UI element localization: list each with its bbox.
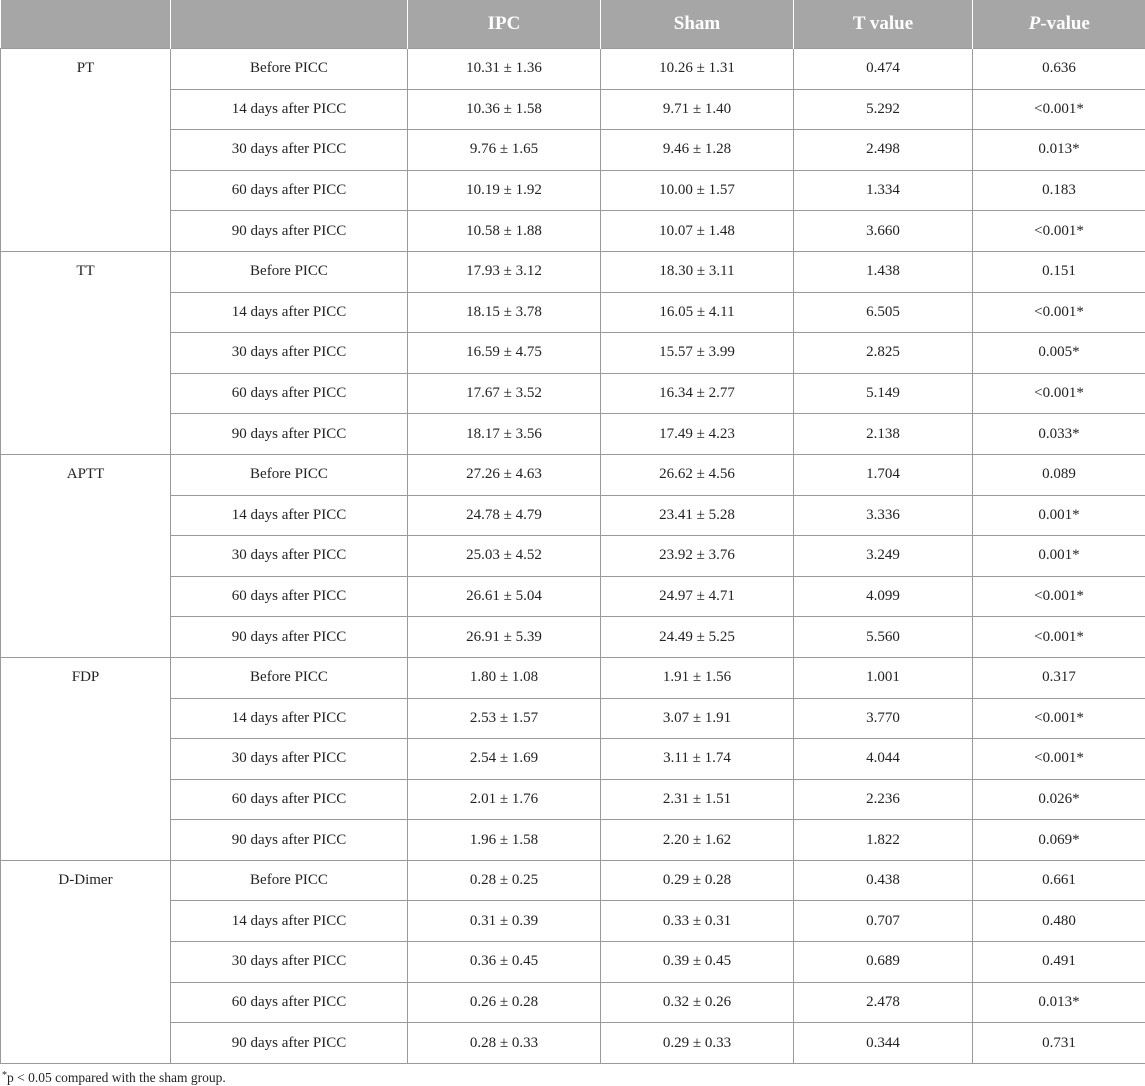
p-value-cell: 0.089 [973,454,1145,495]
p-value-cell: <0.001* [973,292,1145,333]
ipc-cell: 1.80 ± 1.08 [408,657,601,698]
sham-cell: 3.11 ± 1.74 [601,739,794,780]
p-value-cell: <0.001* [973,576,1145,617]
timepoint-cell: 14 days after PICC [171,698,408,739]
footnote-marker: * [2,1070,7,1081]
timepoint-cell: 90 days after PICC [171,617,408,658]
p-value-cell: 0.001* [973,495,1145,536]
sham-cell: 1.91 ± 1.56 [601,657,794,698]
table-row [1,292,1145,333]
sham-cell: 23.41 ± 5.28 [601,495,794,536]
p-value-cell: 0.013* [973,130,1145,171]
table-row [1,779,1145,820]
parameter-cell: FDP [1,657,171,860]
header-row [1,0,1145,49]
table-row [1,657,1145,698]
t-value-cell: 3.336 [794,495,973,536]
table-row [1,333,1145,374]
p-value-cell: <0.001* [973,211,1145,252]
ipc-cell: 10.19 ± 1.92 [408,170,601,211]
p-value-cell: <0.001* [973,739,1145,780]
ipc-cell: 0.28 ± 0.33 [408,1023,601,1064]
table-row [1,942,1145,983]
p-value-cell: <0.001* [973,89,1145,130]
header-p-italic: P [1029,13,1041,34]
p-value-cell: <0.001* [973,698,1145,739]
timepoint-cell: 30 days after PICC [171,333,408,374]
timepoint-cell: 30 days after PICC [171,130,408,171]
t-value-cell: 5.149 [794,373,973,414]
t-value-cell: 0.689 [794,942,973,983]
p-value-cell: 0.026* [973,779,1145,820]
sham-cell: 2.20 ± 1.62 [601,820,794,861]
ipc-cell: 0.28 ± 0.25 [408,860,601,901]
sham-cell: 0.39 ± 0.45 [601,942,794,983]
table-footnote [0,1064,1145,1086]
timepoint-cell: 60 days after PICC [171,170,408,211]
sham-cell: 18.30 ± 3.11 [601,251,794,292]
sham-cell: 10.00 ± 1.57 [601,170,794,211]
parameter-cell: TT [1,251,171,454]
timepoint-cell: Before PICC [171,860,408,901]
ipc-cell: 18.15 ± 3.78 [408,292,601,333]
sham-cell: 10.07 ± 1.48 [601,211,794,252]
t-value-cell: 1.822 [794,820,973,861]
timepoint-cell: 90 days after PICC [171,1023,408,1064]
timepoint-cell: 30 days after PICC [171,739,408,780]
p-value-cell: 0.661 [973,860,1145,901]
p-value-cell: 0.480 [973,901,1145,942]
sham-cell: 16.05 ± 4.11 [601,292,794,333]
ipc-cell: 24.78 ± 4.79 [408,495,601,536]
table-row [1,536,1145,577]
table-row [1,49,1145,90]
table-row [1,454,1145,495]
parameter-cell: PT [1,49,171,252]
sham-cell: 24.97 ± 4.71 [601,576,794,617]
sham-cell: 0.29 ± 0.33 [601,1023,794,1064]
timepoint-cell: Before PICC [171,251,408,292]
sham-cell: 10.26 ± 1.31 [601,49,794,90]
p-value-cell: <0.001* [973,373,1145,414]
t-value-cell: 4.044 [794,739,973,780]
timepoint-cell: 60 days after PICC [171,779,408,820]
ipc-cell: 10.58 ± 1.88 [408,211,601,252]
header-t-value: T value [794,0,973,49]
p-value-cell: 0.001* [973,536,1145,577]
sham-cell: 0.29 ± 0.28 [601,860,794,901]
p-value-cell: 0.636 [973,49,1145,90]
table-row [1,698,1145,739]
sham-cell: 9.71 ± 1.40 [601,89,794,130]
p-value-cell: 0.069* [973,820,1145,861]
ipc-cell: 2.53 ± 1.57 [408,698,601,739]
footnote-text: p < 0.05 compared with the sham group. [7,1070,226,1085]
sham-cell: 2.31 ± 1.51 [601,779,794,820]
table-row [1,414,1145,455]
table-row [1,89,1145,130]
ipc-cell: 25.03 ± 4.52 [408,536,601,577]
parameter-cell: D-Dimer [1,860,171,1063]
table-row [1,820,1145,861]
table-row [1,739,1145,780]
table-row [1,170,1145,211]
timepoint-cell: Before PICC [171,657,408,698]
timepoint-cell: Before PICC [171,454,408,495]
table-row [1,617,1145,658]
timepoint-cell: 14 days after PICC [171,292,408,333]
t-value-cell: 2.138 [794,414,973,455]
t-value-cell: 6.505 [794,292,973,333]
ipc-cell: 0.36 ± 0.45 [408,942,601,983]
p-value-cell: 0.731 [973,1023,1145,1064]
t-value-cell: 5.292 [794,89,973,130]
t-value-cell: 5.560 [794,617,973,658]
ipc-cell: 16.59 ± 4.75 [408,333,601,374]
ipc-cell: 1.96 ± 1.58 [408,820,601,861]
ipc-cell: 10.31 ± 1.36 [408,49,601,90]
p-value-cell: <0.001* [973,617,1145,658]
ipc-cell: 18.17 ± 3.56 [408,414,601,455]
p-value-cell: 0.183 [973,170,1145,211]
timepoint-cell: 14 days after PICC [171,89,408,130]
t-value-cell: 2.236 [794,779,973,820]
parameter-cell: APTT [1,454,171,657]
header-ipc: IPC [408,0,601,49]
timepoint-cell: 60 days after PICC [171,576,408,617]
timepoint-cell: Before PICC [171,49,408,90]
t-value-cell: 0.707 [794,901,973,942]
t-value-cell: 3.770 [794,698,973,739]
t-value-cell: 0.344 [794,1023,973,1064]
sham-cell: 9.46 ± 1.28 [601,130,794,171]
p-value-cell: 0.491 [973,942,1145,983]
p-value-cell: 0.151 [973,251,1145,292]
ipc-cell: 9.76 ± 1.65 [408,130,601,171]
ipc-cell: 0.31 ± 0.39 [408,901,601,942]
sham-cell: 16.34 ± 2.77 [601,373,794,414]
ipc-cell: 27.26 ± 4.63 [408,454,601,495]
ipc-cell: 10.36 ± 1.58 [408,89,601,130]
ipc-cell: 2.54 ± 1.69 [408,739,601,780]
t-value-cell: 2.478 [794,982,973,1023]
header-parameter [1,0,171,49]
p-value-cell: 0.033* [973,414,1145,455]
p-value-cell: 0.013* [973,982,1145,1023]
table-row [1,251,1145,292]
t-value-cell: 1.001 [794,657,973,698]
timepoint-cell: 90 days after PICC [171,414,408,455]
t-value-cell: 1.704 [794,454,973,495]
sham-cell: 3.07 ± 1.91 [601,698,794,739]
timepoint-cell: 14 days after PICC [171,495,408,536]
sham-cell: 0.33 ± 0.31 [601,901,794,942]
t-value-cell: 1.438 [794,251,973,292]
timepoint-cell: 60 days after PICC [171,373,408,414]
table-row [1,495,1145,536]
t-value-cell: 2.498 [794,130,973,171]
ipc-cell: 2.01 ± 1.76 [408,779,601,820]
p-value-cell: 0.317 [973,657,1145,698]
table-row [1,901,1145,942]
t-value-cell: 2.825 [794,333,973,374]
timepoint-cell: 90 days after PICC [171,820,408,861]
timepoint-cell: 90 days after PICC [171,211,408,252]
table-row [1,982,1145,1023]
ipc-cell: 26.61 ± 5.04 [408,576,601,617]
table-row [1,211,1145,252]
sham-cell: 24.49 ± 5.25 [601,617,794,658]
timepoint-cell: 60 days after PICC [171,982,408,1023]
header-sham: Sham [601,0,794,49]
sham-cell: 23.92 ± 3.76 [601,536,794,577]
t-value-cell: 3.249 [794,536,973,577]
ipc-cell: 17.93 ± 3.12 [408,251,601,292]
ipc-cell: 26.91 ± 5.39 [408,617,601,658]
header-p-suffix: -value [1040,13,1090,34]
table-row [1,576,1145,617]
timepoint-cell: 30 days after PICC [171,942,408,983]
t-value-cell: 1.334 [794,170,973,211]
p-value-cell: 0.005* [973,333,1145,374]
sham-cell: 0.32 ± 0.26 [601,982,794,1023]
table-row [1,860,1145,901]
header-timepoint [171,0,408,49]
sham-cell: 15.57 ± 3.99 [601,333,794,374]
table-row [1,1023,1145,1064]
t-value-cell: 3.660 [794,211,973,252]
table-row [1,130,1145,171]
t-value-cell: 0.474 [794,49,973,90]
t-value-cell: 4.099 [794,576,973,617]
ipc-cell: 17.67 ± 3.52 [408,373,601,414]
timepoint-cell: 14 days after PICC [171,901,408,942]
ipc-cell: 0.26 ± 0.28 [408,982,601,1023]
table-row [1,373,1145,414]
header-p-value [973,0,1145,49]
timepoint-cell: 30 days after PICC [171,536,408,577]
sham-cell: 26.62 ± 4.56 [601,454,794,495]
t-value-cell: 0.438 [794,860,973,901]
sham-cell: 17.49 ± 4.23 [601,414,794,455]
